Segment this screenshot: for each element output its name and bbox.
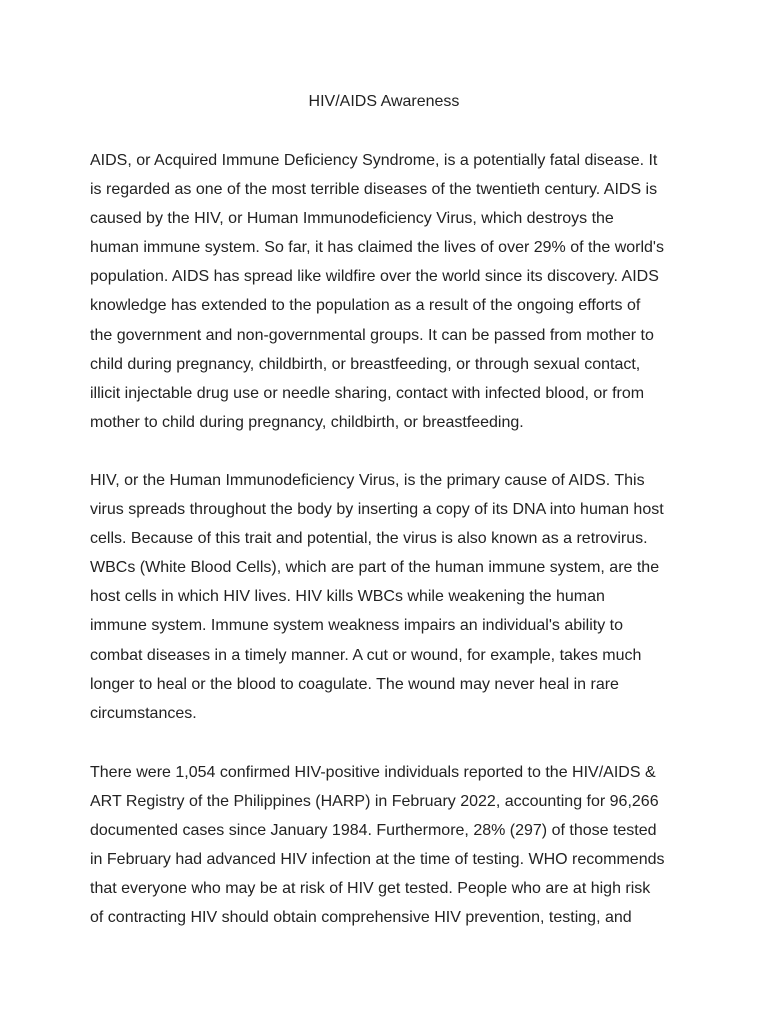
- paragraph-line: that everyone who may be at risk of HIV get tested. People who are at high risk: [90, 880, 651, 898]
- paragraph-1: [90, 146, 690, 437]
- paragraph-2: [90, 466, 690, 728]
- paragraph-line: circumstances.: [90, 704, 197, 722]
- paragraph-3: [90, 758, 690, 933]
- paragraph-line: There were 1,054 confirmed HIV-positive individuals reported to the HIV/AIDS &: [90, 764, 656, 781]
- paragraph-line: the government and non-governmental groups. It can be passed from mother to: [90, 326, 654, 344]
- paragraph-line: documented cases since January 1984. Furthermore, 28% (297) of those tested: [90, 822, 657, 840]
- paragraph-line: human immune system. So far, it has claimed the lives of over 29% of the world's: [90, 239, 664, 257]
- paragraph-line: host cells in which HIV lives. HIV kills WBCs while weakening the human: [90, 588, 605, 606]
- paragraph-line: AIDS, or Acquired Immune Deficiency Syndrome, is a potentially fatal disease. It: [90, 152, 658, 169]
- paragraph-line: mother to child during pregnancy, childbirth, or breastfeeding.: [90, 413, 524, 431]
- paragraph-line: illicit injectable drug use or needle sharing, contact with infected blood, or from: [90, 384, 645, 402]
- paragraph-line: HIV, or the Human Immunodeficiency Virus, is the primary cause of AIDS. This: [90, 472, 645, 489]
- paragraph-line: WBCs (White Blood Cells), which are part of the human immune system, are the: [90, 559, 660, 577]
- paragraph-line: immune system. Immune system weakness impairs an individual's ability to: [90, 617, 624, 635]
- paragraph-line: is regarded as one of the most terrible diseases of the twentieth century. AIDS is: [90, 181, 658, 199]
- paragraph-line: ART Registry of the Philippines (HARP) in February 2022, accounting for 96,266: [90, 793, 659, 811]
- paragraph-line: combat diseases in a timely manner. A cut or wound, for example, takes much: [90, 646, 642, 664]
- paragraph-line: in February had advanced HIV infection at the time of testing. WHO recommends: [90, 851, 665, 869]
- paragraph-line: virus spreads throughout the body by inserting a copy of its DNA into human host: [90, 501, 664, 519]
- paragraph-line: longer to heal or the blood to coagulate. The wound may never heal in rare: [90, 675, 619, 693]
- paragraph-line: population. AIDS has spread like wildfire over the world since its discovery. AIDS: [90, 268, 659, 286]
- paragraph-line: caused by the HIV, or Human Immunodeficiency Virus, which destroys the: [90, 210, 614, 228]
- paragraph-line: of contracting HIV should obtain comprehensive HIV prevention, testing, and: [90, 909, 632, 927]
- paragraph-line: child during pregnancy, childbirth, or breastfeeding, or through sexual contact,: [90, 355, 641, 373]
- paragraph-line: knowledge has extended to the population as a result of the ongoing efforts of: [90, 297, 641, 315]
- page-title: HIV/AIDS Awareness: [308, 93, 460, 110]
- paragraph-line: cells. Because of this trait and potential, the virus is also known as a retrovirus.: [90, 530, 648, 548]
